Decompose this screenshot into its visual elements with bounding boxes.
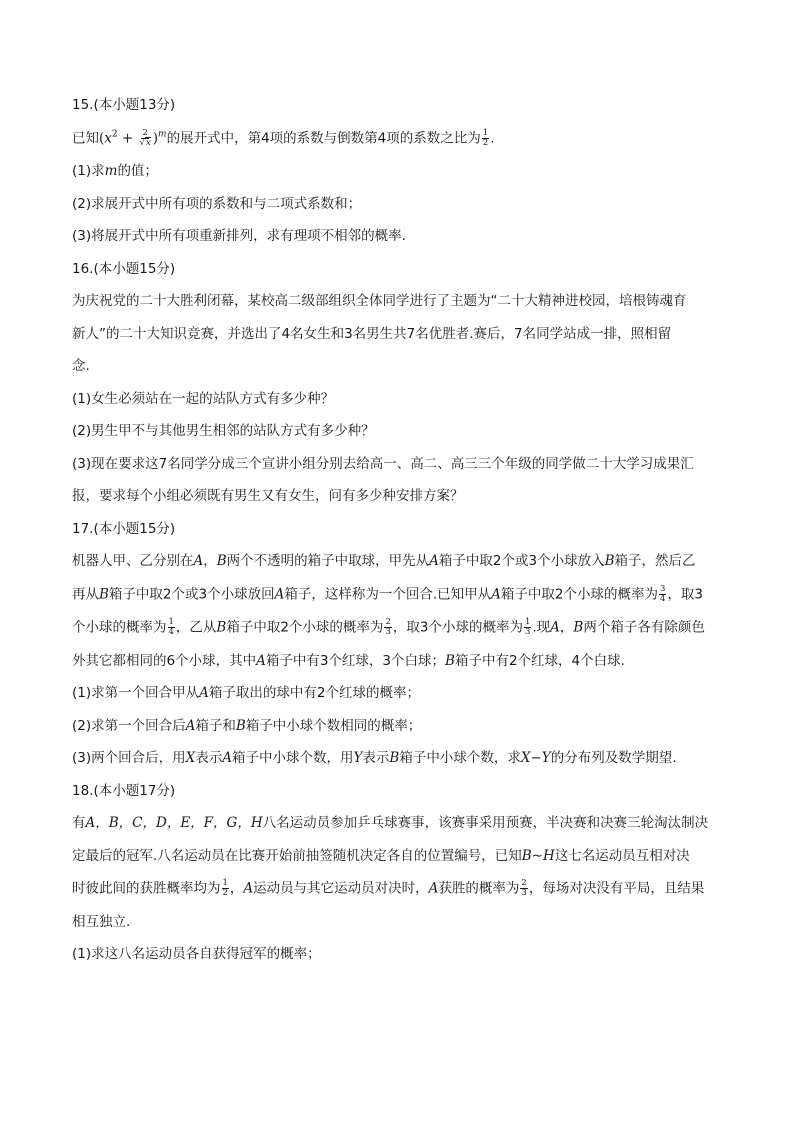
text: 箱子和 [195, 717, 236, 734]
fraction-numerator: 1 [524, 617, 531, 627]
problem-18-header: 18.(本小题17分) [72, 782, 176, 799]
text: 获胜的概率为 [438, 880, 520, 897]
problem-15-q2: (2)求展开式中所有项的系数和与二项式系数和； [72, 195, 362, 212]
problem-15-header: 15.(本小题13分) [72, 97, 176, 113]
fraction-2-over-sqrt-x [139, 129, 152, 148]
text: 两个箱子各有除颜色 [583, 619, 705, 636]
text: 箱子中取2个或3个小球放入 [438, 553, 605, 569]
text: 运动员与其它运动员对决时， [253, 880, 429, 897]
text: (2)求第一个回合后 [72, 717, 186, 734]
problem-16-stem-line-3: 念. [72, 358, 90, 374]
fraction-2-over-3 [520, 879, 527, 898]
text: ，乙从 [175, 619, 217, 636]
var-A: A [193, 553, 204, 569]
text: 时彼此间的获胜概率均为 [72, 880, 221, 897]
problem-16-stem-line-1: 为庆祝党的二十大胜利闭幕，某校高二级部组织全体同学进行了主题为“二十大精神进校园，培根铸魂育 [72, 293, 687, 309]
var-B: B [216, 553, 227, 569]
problem-15-q3: (3)将展开式中所有项重新排列，求有理项不相邻的概率. [72, 228, 406, 244]
var-A: A [185, 717, 196, 734]
paren-open: ( [99, 130, 105, 146]
text: ，每场对决没有平局，且结果 [528, 880, 705, 897]
text: 的分布列及数学期望. [550, 750, 677, 766]
problem-16-stem-line-2: 新人”的二十大知识竞赛，并选出了4名女生和3名男生共7名优胜者.赛后，7名同学站成一排，照相留 [72, 325, 672, 342]
problem-17-q2 [72, 717, 722, 735]
text: ， [229, 880, 244, 897]
text: 这七名运动员互相对决 [554, 847, 690, 864]
fraction-numerator: 2 [385, 617, 391, 627]
var-X: X [185, 750, 196, 766]
exponent-2: 2 [111, 129, 118, 139]
problem-17-stem-line-4 [72, 652, 722, 670]
problem-18-stem-line-3 [72, 879, 722, 898]
var-B: B [521, 847, 532, 864]
var-A: A [429, 553, 439, 569]
tilde-sign: ∼ [531, 847, 544, 864]
text: 八名运动员参加乒乓球赛事，该赛事采用预赛，半决赛和决赛三轮淘汰制决 [262, 815, 709, 831]
problem-16-q3-line-2: 报，要求每个小组必须既有男生又有女生，问有多少种安排方案？ [72, 488, 464, 504]
problem-18-stem-line-2 [72, 847, 722, 865]
var-A: A [274, 586, 285, 602]
fraction-denominator: 4 [660, 593, 666, 604]
problem-17-header: 17.(本小题15分) [72, 520, 176, 537]
sqrt-radicand: x [145, 137, 151, 148]
fraction-numerator: 2 [521, 878, 527, 888]
text: 箱子中小球个数，求 [399, 750, 521, 766]
var-A: A [199, 685, 209, 701]
text: (1)求 [72, 163, 105, 179]
fraction-numerator: 1 [222, 878, 228, 888]
text: 已知 [72, 130, 99, 146]
problem-18-q1: (1)求这八名运动员各自获得冠军的概率； [72, 946, 321, 962]
fraction-denominator: 2 [482, 137, 489, 148]
var-m: m [104, 163, 118, 179]
problem-17-stem-line-1 [72, 552, 722, 570]
text: ， [559, 619, 574, 636]
text: 外其它都相同的6个小球，其中 [72, 652, 257, 669]
var-B: B [99, 586, 109, 602]
problem-15-q1 [72, 162, 722, 180]
player-list: A，B，C，D，E，F，G，H [85, 815, 263, 831]
text: 箱子，然后乙 [614, 553, 696, 569]
problem-16-q3-line-1: (3)现在要求这7名同学分成三个宣讲小组分别去给高一、高二、高三三个年级的同学做二十大学习成果汇 [72, 455, 694, 472]
text: (1)求第一个回合甲从 [72, 685, 200, 701]
var-A: A [243, 880, 254, 897]
fraction-denominator: 2 [222, 888, 228, 898]
text: 箱子中取2个小球的概率为 [500, 586, 658, 602]
text: 的值； [117, 163, 158, 179]
problem-17-q3 [72, 749, 722, 767]
problem-16-header: 16.(本小题15分) [72, 260, 176, 277]
fraction-denominator: 3 [521, 888, 527, 898]
text: 有 [72, 815, 86, 831]
var-B: B [389, 750, 400, 766]
problem-18-stem-line-4: 相互独立. [72, 913, 131, 930]
exponent-m: m [158, 129, 167, 139]
text: 箱子中取2个或3个小球放回 [108, 586, 275, 602]
text: .现 [532, 619, 551, 636]
fraction-numerator: 3 [660, 583, 666, 594]
minus-sign: − [530, 750, 542, 766]
var-Y: Y [541, 750, 551, 766]
var-A: A [222, 750, 232, 766]
problem-18-stem-line-1 [72, 814, 722, 832]
var-A: A [491, 586, 501, 602]
var-Y: Y [353, 750, 363, 766]
text: 表示 [195, 750, 223, 766]
var-A: A [428, 880, 439, 897]
text: 机器人甲、乙分别在 [72, 553, 194, 569]
var-A: A [256, 652, 266, 669]
fraction-denominator: 3 [385, 627, 391, 637]
text: . [490, 130, 495, 146]
text: 箱子中有3个红球，3个白球； [265, 652, 446, 669]
fraction-1-over-2 [482, 129, 489, 148]
var-B: B [216, 619, 227, 636]
var-B: B [604, 553, 615, 569]
text: 箱子中有2个红球，4个白球. [454, 652, 625, 669]
text: ，取3 [667, 586, 704, 602]
fraction-denominator [139, 139, 152, 148]
problem-17-stem-line-3 [72, 618, 722, 637]
var-B: B [573, 619, 584, 636]
exam-page [72, 96, 722, 978]
problem-17-stem-line-2 [72, 585, 722, 604]
paren-close: ) [152, 130, 159, 146]
fraction-denominator: 3 [524, 627, 531, 637]
var-x: x [104, 130, 112, 146]
problem-15-stem [72, 129, 722, 148]
text: ， [203, 553, 217, 569]
var-B: B [235, 717, 246, 734]
text: 再从 [72, 586, 99, 602]
problem-17-q1 [72, 684, 722, 702]
fraction-numerator: 2 [142, 127, 148, 138]
fraction-1-over-4 [168, 618, 175, 637]
problem-16-q1: (1)女生必须站在一起的站队方式有多少种？ [72, 390, 335, 407]
var-H: H [543, 847, 555, 864]
text: ，取3个小球的概率为 [392, 619, 523, 636]
text: 的展开式中，第4项的系数与倒数第4项的系数之比为 [166, 130, 481, 146]
text: (3)两个回合后，用 [72, 750, 186, 766]
text: 表示 [362, 750, 390, 766]
problem-16-q2: (2)男生甲不与其他男生相邻的站队方式有多少种？ [72, 423, 375, 439]
sqrt-sign: √ [139, 137, 145, 148]
text: 箱子，这样称为一个回合.已知甲从 [284, 586, 492, 602]
fraction-denominator: 4 [168, 627, 174, 637]
fraction-1-over-2 [222, 879, 229, 898]
text: 箱子中取2个小球的概率为 [226, 619, 384, 636]
fraction-2-over-3 [384, 618, 391, 637]
text: 个小球的概率为 [72, 619, 167, 636]
fraction-1-over-3 [524, 618, 531, 637]
text: 定最后的冠军.八名运动员在比赛开始前抽签随机决定各自的位置编号，已知 [72, 847, 522, 864]
fraction-3-over-4 [659, 585, 666, 604]
fraction-numerator: 1 [168, 617, 174, 627]
var-A: A [550, 619, 560, 636]
var-B: B [445, 652, 455, 669]
text: 箱子中小球个数相同的概率； [245, 717, 422, 734]
text: 两个不透明的箱子中取球，甲先从 [226, 553, 430, 569]
plus-sign: + [117, 130, 138, 146]
text: 箱子中小球个数，用 [232, 750, 354, 766]
fraction-numerator: 1 [482, 127, 489, 138]
var-X: X [520, 750, 531, 766]
text: 箱子取出的球中有2个红球的概率； [208, 685, 420, 701]
